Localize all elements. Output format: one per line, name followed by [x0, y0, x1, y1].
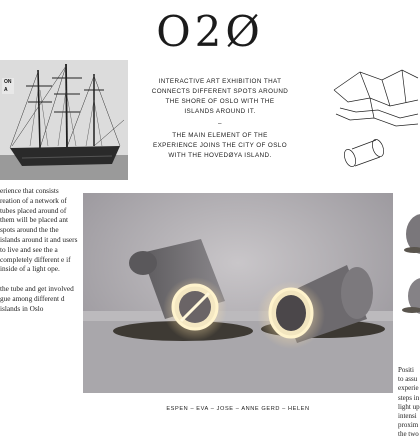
left-paragraph: the tube and get involved gue among different d islands in Oslo: [0, 284, 74, 313]
right-text-line: the two: [398, 430, 419, 439]
intro-paragraph: THE MAIN ELEMENT OF THE EXPERIENCE JOINS THE CITY OF OSLO WITH THE HOVEDØYA ISLAND.: [152, 132, 288, 159]
right-text-line: steps in: [398, 393, 420, 402]
island-sketch: [330, 62, 420, 182]
right-description: [398, 366, 420, 440]
ship-caption-line: A: [4, 87, 8, 93]
ship-caption: [2, 78, 14, 94]
right-text-line: experie: [398, 384, 419, 393]
ship-caption-line: ON: [4, 79, 12, 85]
intro-text: [150, 77, 290, 161]
right-text-line: light up: [398, 402, 420, 411]
right-tube-photo: [400, 190, 420, 360]
tubes-photo: [83, 193, 393, 393]
right-text-line: Positi: [398, 366, 414, 374]
right-text-line: intensi: [398, 411, 417, 420]
page-title: O2Ø: [156, 7, 264, 56]
left-paragraph: erience that consists reation of a network of tubes placed around of them will be placed ant spots around the the islands around it and users to live and see the a completely different e if inside of a light ope.: [0, 186, 78, 274]
intro-dash: –: [218, 120, 222, 127]
left-description: [0, 186, 80, 324]
right-text-line: to assu: [398, 375, 418, 384]
credits: ESPEN – EVA – JOSE – ANNE GERD – HELEN: [166, 406, 310, 412]
intro-paragraph: INTERACTIVE ART EXHIBITION THAT CONNECTS DIFFERENT SPOTS AROUND THE SHORE OF OSLO WITH THE ISLANDS AROUND IT.: [151, 78, 289, 115]
right-text-line: proxim: [398, 421, 419, 430]
ship-photo: [0, 60, 128, 180]
